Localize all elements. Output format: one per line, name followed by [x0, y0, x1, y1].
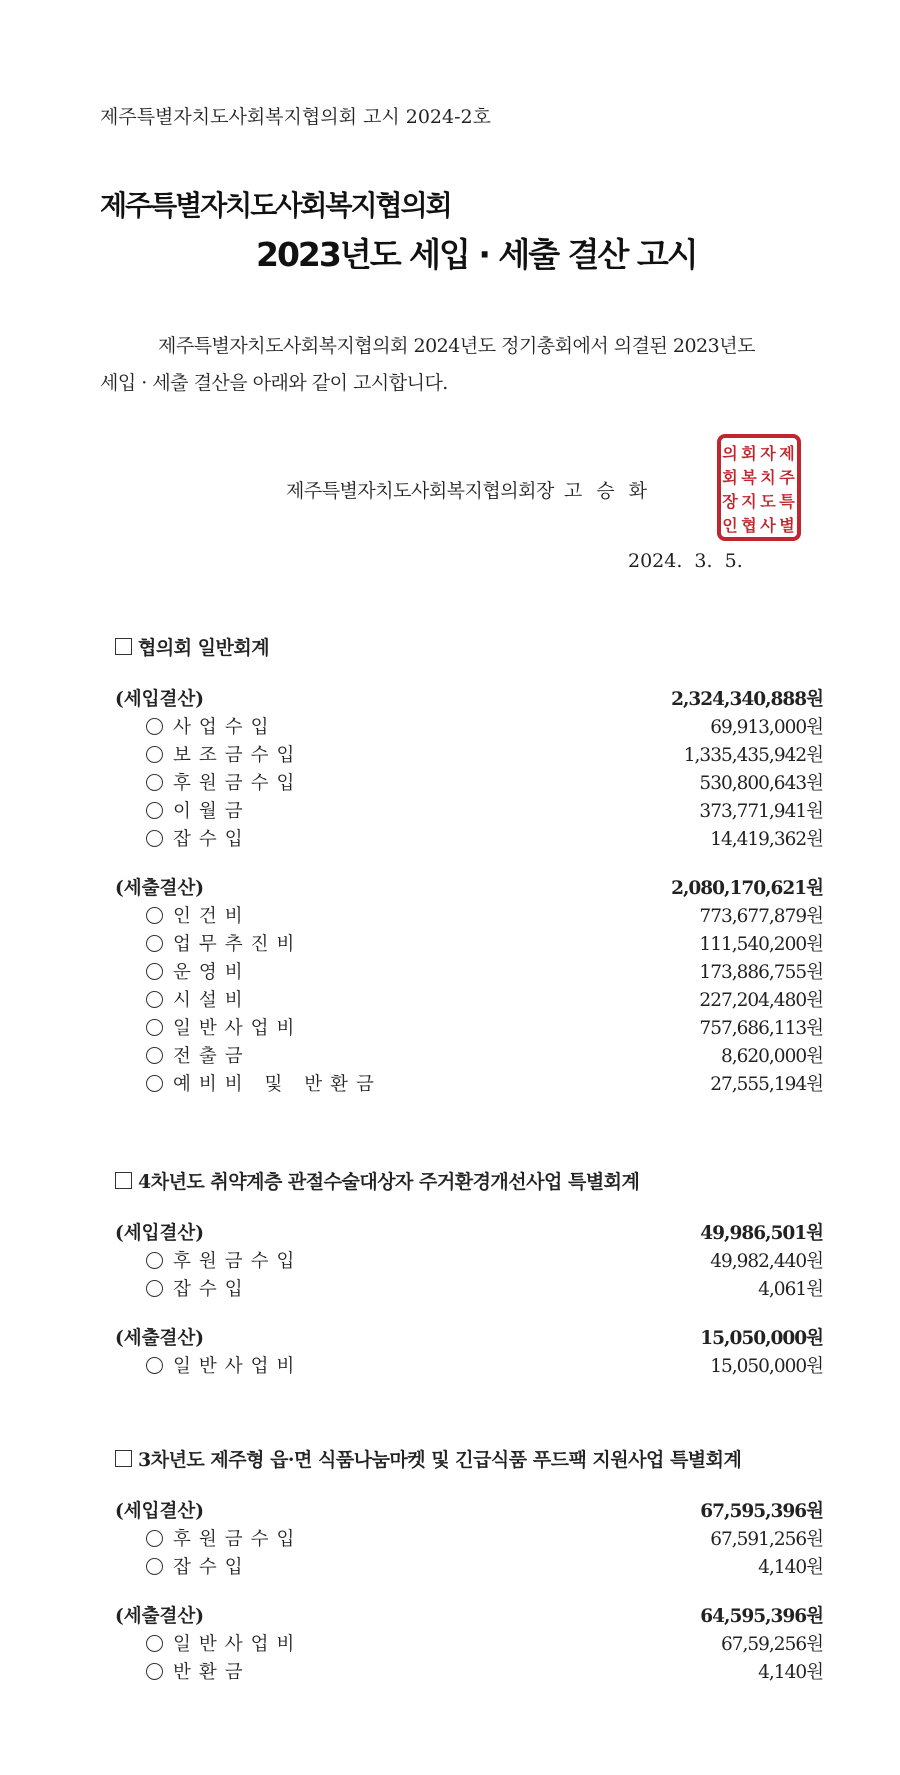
expenditure-group: [115, 875, 823, 1099]
item-amount: 8,620,000원: [720, 1046, 823, 1067]
page-title: 2023년도 세입 · 세출 결산 고시: [256, 235, 697, 274]
section-title: 3차년도 제주형 읍·면 식품나눔마켓 및 긴급식품 푸드팩 지원사업 특별회계: [138, 1449, 742, 1471]
label-text: 인건비: [173, 906, 251, 927]
item-amount: 111,540,200원: [699, 934, 823, 955]
circle-bullet-icon: [146, 1280, 163, 1297]
item-amount: 27,555,194원: [710, 1074, 823, 1095]
seal-glyph: 제: [779, 444, 795, 463]
seal-glyph: 복: [741, 468, 757, 487]
circle-bullet-icon: [146, 1047, 163, 1064]
circle-bullet-icon: [146, 718, 163, 735]
notice-date: 2024. 3. 5.: [628, 550, 743, 572]
section-heading: [115, 1167, 823, 1197]
item-label: [115, 1248, 302, 1276]
circle-bullet-icon: [146, 1019, 163, 1036]
item-amount: 773,677,879원: [699, 906, 823, 927]
seal-glyph: 회: [722, 468, 738, 487]
line-item-row: [115, 1276, 823, 1304]
circle-bullet-icon: [146, 746, 163, 763]
checkbox-square-icon: [115, 638, 132, 655]
seal-glyph: 주: [779, 468, 795, 487]
circle-bullet-icon: [146, 1530, 163, 1547]
item-amount: 4,061원: [758, 1279, 823, 1300]
label-text: 시설비: [173, 990, 251, 1011]
section-title: 협의회 일반회계: [138, 637, 270, 659]
circle-bullet-icon: [146, 963, 163, 980]
item-label: [115, 826, 251, 854]
item-label: [115, 798, 251, 826]
seal-glyph: 별: [779, 516, 795, 535]
checkbox-square-icon: [115, 1172, 132, 1189]
label-text: 반환금: [173, 1662, 251, 1683]
item-label: [115, 1071, 382, 1099]
line-item-row: [115, 931, 823, 959]
seal-glyph: 치: [760, 468, 776, 487]
circle-bullet-icon: [146, 1252, 163, 1269]
item-label: [115, 1015, 302, 1043]
label-text: 후원금수입: [173, 1529, 303, 1550]
label-text: 일반사업비: [173, 1356, 303, 1377]
line-item-row: [115, 742, 823, 770]
label-text: 후원금수입: [173, 1251, 303, 1272]
revenue-group: [115, 1498, 823, 1582]
seal-glyph: 자: [760, 444, 776, 463]
label-text: 후원금수입: [173, 773, 303, 794]
line-item-row: [115, 1353, 823, 1381]
item-label: [115, 770, 302, 798]
signer-name: 고 승 화: [563, 480, 651, 502]
circle-bullet-icon: [146, 830, 163, 847]
line-item-row: [115, 826, 823, 854]
item-label: [115, 1554, 251, 1582]
item-label: [115, 903, 251, 931]
group-total: 15,050,000원: [700, 1328, 823, 1349]
item-amount: 14,419,362원: [710, 829, 823, 850]
item-amount: 173,886,755원: [699, 962, 823, 983]
label-text: 전출금: [173, 1046, 251, 1067]
expenditure-group: [115, 1603, 823, 1687]
circle-bullet-icon: [146, 802, 163, 819]
seal-glyph: 도: [760, 492, 776, 511]
label-text: 사업수입: [173, 717, 277, 738]
group-label: [115, 1220, 204, 1248]
item-label: [115, 1659, 251, 1687]
label-text: 잡수입: [173, 1557, 251, 1578]
circle-bullet-icon: [146, 907, 163, 924]
label-text: 예비비 및 반환금: [173, 1074, 382, 1095]
total-row: [115, 1325, 823, 1353]
expenditure-group: [115, 1325, 823, 1381]
item-amount: 69,913,000원: [710, 717, 823, 738]
line-item-row: [115, 1659, 823, 1687]
item-amount: 4,140원: [758, 1662, 823, 1683]
item-amount: 15,050,000원: [710, 1356, 823, 1377]
total-row: [115, 686, 823, 714]
revenue-group: [115, 1220, 823, 1304]
organization-title: 제주특별자치도사회복지협의회: [100, 189, 451, 222]
label-text: 잡수입: [173, 829, 251, 850]
item-label: [115, 1353, 302, 1381]
item-label: [115, 1043, 251, 1071]
seal-glyph: 회: [741, 444, 757, 463]
seal-glyph: 사: [760, 516, 776, 535]
seal-glyph: 지: [741, 492, 757, 511]
line-item-row: [115, 1015, 823, 1043]
notice-number: 제주특별자치도사회복지협의회 고시 2024-2호: [100, 106, 491, 128]
line-item-row: [115, 1043, 823, 1071]
item-label: [115, 959, 251, 987]
account-section: [115, 1445, 823, 1687]
item-amount: 530,800,643원: [699, 773, 823, 794]
line-item-row: [115, 714, 823, 742]
account-section: [115, 633, 823, 1099]
seal-glyph: 장: [722, 492, 738, 511]
item-amount: 757,686,113원: [699, 1018, 823, 1039]
circle-bullet-icon: [146, 774, 163, 791]
item-label: [115, 931, 302, 959]
total-row: [115, 1603, 823, 1631]
checkbox-square-icon: [115, 1450, 132, 1467]
label-text: 잡수입: [173, 1279, 251, 1300]
seal-glyph: 협: [741, 516, 757, 535]
item-label: [115, 1631, 302, 1659]
group-label: [115, 1498, 204, 1526]
signer-title: 제주특별자치도사회복지협의회장: [286, 480, 554, 502]
seal-glyph: 인: [722, 516, 738, 535]
line-item-row: [115, 959, 823, 987]
item-amount: 1,335,435,942원: [683, 745, 823, 766]
item-amount: 4,140원: [758, 1557, 823, 1578]
group-total: 49,986,501원: [700, 1223, 823, 1244]
circle-bullet-icon: [146, 1357, 163, 1374]
seal-glyph: 의: [722, 444, 738, 463]
group-total: 2,324,340,888원: [671, 689, 823, 710]
line-item-row: [115, 798, 823, 826]
label-text: 보조금수입: [173, 745, 303, 766]
total-row: [115, 1498, 823, 1526]
label-text: 이월금: [173, 801, 251, 822]
item-label: [115, 742, 302, 770]
line-item-row: [115, 770, 823, 798]
item-amount: 49,982,440원: [710, 1251, 823, 1272]
item-label: [115, 987, 251, 1015]
body-line-1: 제주특별자치도사회복지협의회 2024년도 정기총회에서 의결된 2023년도: [158, 335, 755, 357]
account-section: [115, 1167, 823, 1381]
circle-bullet-icon: [146, 991, 163, 1008]
label-text: (세입결산): [115, 1501, 204, 1522]
item-label: [115, 1526, 302, 1554]
group-label: [115, 686, 204, 714]
group-total: 64,595,396원: [700, 1606, 823, 1627]
body-line-2: 세입 · 세출 결산을 아래와 같이 고시합니다.: [100, 372, 448, 394]
line-item-row: [115, 1631, 823, 1659]
line-item-row: [115, 1248, 823, 1276]
label-text: (세출결산): [115, 878, 204, 899]
section-title: 4차년도 취약계층 관절수술대상자 주거환경개선사업 특별회계: [138, 1171, 640, 1193]
official-seal-icon: [716, 433, 802, 542]
label-text: (세입결산): [115, 689, 204, 710]
total-row: [115, 875, 823, 903]
label-text: (세출결산): [115, 1328, 204, 1349]
item-label: [115, 714, 276, 742]
line-item-row: [115, 1526, 823, 1554]
circle-bullet-icon: [146, 935, 163, 952]
label-text: (세입결산): [115, 1223, 204, 1244]
label-text: 운영비: [173, 962, 251, 983]
label-text: (세출결산): [115, 1606, 204, 1627]
circle-bullet-icon: [146, 1075, 163, 1092]
seal-glyph: 특: [779, 492, 795, 511]
label-text: 업무추진비: [173, 934, 303, 955]
circle-bullet-icon: [146, 1663, 163, 1680]
line-item-row: [115, 903, 823, 931]
group-label: [115, 1325, 204, 1353]
revenue-group: [115, 686, 823, 854]
group-total: 2,080,170,621원: [671, 878, 823, 899]
circle-bullet-icon: [146, 1635, 163, 1652]
section-heading: [115, 633, 823, 663]
label-text: 일반사업비: [173, 1018, 303, 1039]
item-amount: 373,771,941원: [699, 801, 823, 822]
section-heading: [115, 1445, 823, 1475]
group-total: 67,595,396원: [700, 1501, 823, 1522]
group-label: [115, 875, 204, 903]
signature-line: [286, 476, 651, 503]
circle-bullet-icon: [146, 1558, 163, 1575]
total-row: [115, 1220, 823, 1248]
line-item-row: [115, 987, 823, 1015]
item-amount: 67,59,256원: [720, 1634, 823, 1655]
group-label: [115, 1603, 204, 1631]
item-amount: 227,204,480원: [699, 990, 823, 1011]
line-item-row: [115, 1071, 823, 1099]
item-amount: 67,591,256원: [710, 1529, 823, 1550]
label-text: 일반사업비: [173, 1634, 303, 1655]
line-item-row: [115, 1554, 823, 1582]
item-label: [115, 1276, 251, 1304]
